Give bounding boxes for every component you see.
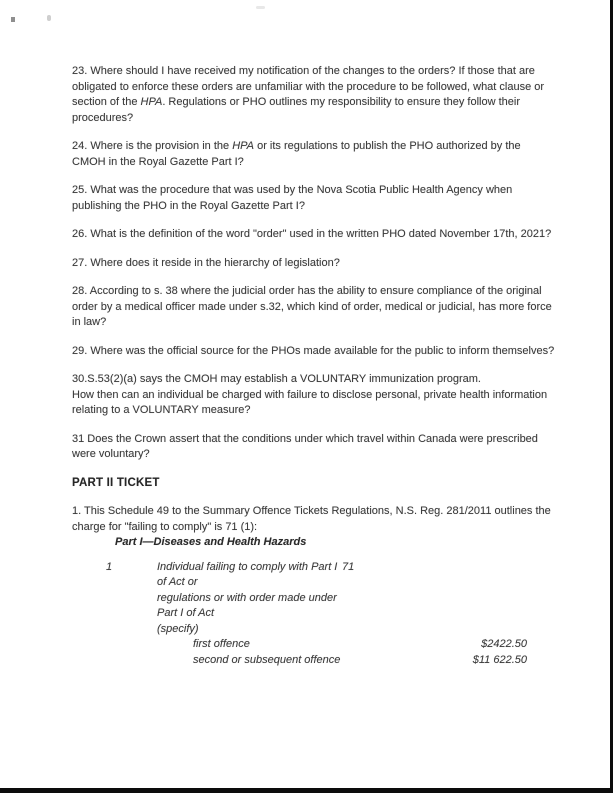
fine-row-first-offence (106, 637, 527, 653)
question-text: How then can an individual be charged with failure to disclose personal, private health information relating to a VOLUNTARY measure? (72, 388, 548, 416)
offence-section-number: 71 (342, 560, 355, 573)
question-29: 29. Where was the official source for the PHOs made available for the public to inform themselves? (72, 344, 555, 357)
offence-description-line: (specify) (157, 622, 199, 635)
question-28: 28. According to s. 38 where the judicial order has the ability to ensure compliance of the original order by a medical officer made under s.32, which kind of order, medical or judicial, has more force in law? (72, 285, 552, 328)
question-23 (72, 64, 556, 126)
question-text: 24. Where is the provision in the (72, 140, 233, 152)
question-text: 30.S.53(2)(a) says the CMOH may establish a VOLUNTARY immunization program. (72, 373, 481, 385)
question-text: 23. Where should I have received my notification of the changes to the orders? If those that are obligated to enforce these orders are unfamiliar with the procedure to be followed, what clause or section of the (72, 65, 545, 108)
fine-amount: $11 622.50 (472, 653, 527, 666)
fine-label: first offence (193, 638, 250, 650)
question-24 (72, 139, 556, 170)
part2-intro: 1. This Schedule 49 to the Summary Offence Tickets Regulations, N.S. Reg. 281/2011 outlines the charge for "failing to comply" is 71 (1): (72, 505, 551, 533)
offence-description-line: Individual failing to comply with Part I of Act or (157, 560, 338, 588)
question-25: 25. What was the procedure that was used by the Nova Scotia Public Health Agency when publishing the PHO in the Royal Gazette Part I? (72, 184, 513, 212)
question-text: or its regulations to publish the PHO authorized by the CMOH in the Royal Gazette Part I? (72, 140, 521, 168)
fine-label: second or subsequent offence (193, 653, 341, 666)
offence-description (157, 560, 342, 638)
question-31: 31 Does the Crown assert that the conditions under which travel within Canada were prescribed were voluntary? (72, 432, 538, 460)
question-26: 26. What is the definition of the word "order" used in the written PHO dated November 17th, 2021? (72, 228, 552, 240)
question-30 (72, 372, 556, 419)
offence-table (106, 560, 527, 669)
scan-edge-bottom (0, 788, 613, 793)
act-abbreviation: HPA (140, 96, 163, 108)
offence-row (106, 560, 527, 638)
act-abbreviation: HPA (232, 140, 255, 152)
question-27: 27. Where does it reside in the hierarchy of legislation? (72, 256, 340, 269)
scan-speck (11, 17, 15, 22)
scan-speck (256, 6, 265, 9)
question-text: . Regulations or PHO outlines my responsibility to ensure they follow their procedures? (72, 96, 520, 124)
offence-item-number: 1 (106, 560, 113, 573)
fine-row-subsequent-offence (106, 653, 527, 669)
part2-heading: PART II TICKET (72, 476, 160, 489)
scan-speck (47, 15, 51, 21)
offence-description-line: regulations or with order made under Part I of Act (157, 591, 337, 619)
fine-amount: $2422.50 (481, 638, 527, 650)
document-content (72, 64, 556, 668)
part2-subheading: Part I—Diseases and Health Hazards (115, 536, 307, 548)
